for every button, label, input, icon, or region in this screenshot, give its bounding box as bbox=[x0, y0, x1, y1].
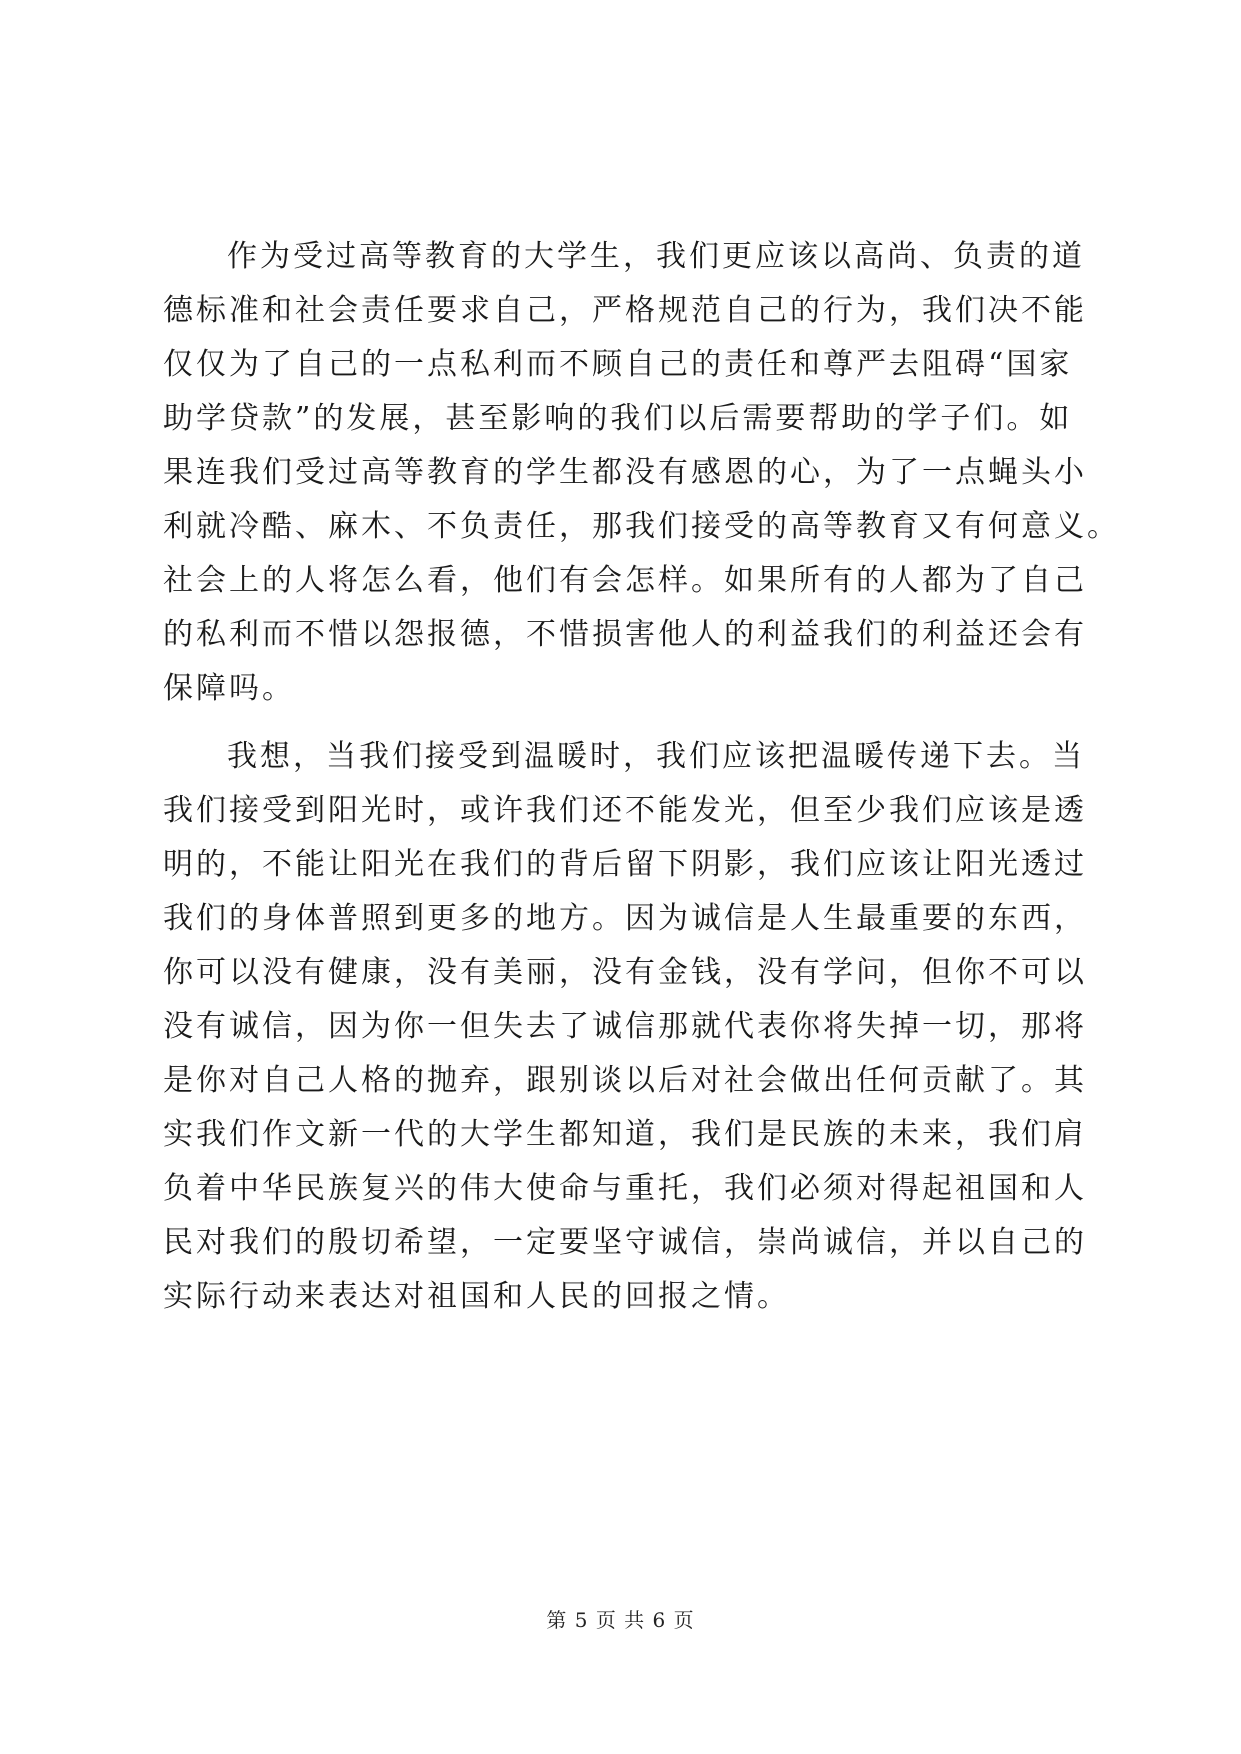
paragraph-1-line-9: 保障吗。 bbox=[163, 671, 295, 706]
page-number-footer: 第 5 页 共 6 页 bbox=[546, 1608, 695, 1632]
paragraph-1-line-8: 的私利而不惜以怨报德，不惜损害他人的利益我们的利益还会有 bbox=[163, 617, 1087, 652]
paragraph-1-line-5: 果连我们受过高等教育的学生都没有感恩的心，为了一点蝇头小 bbox=[163, 455, 1087, 490]
paragraph-2-line-3: 明的，不能让阳光在我们的背后留下阴影，我们应该让阳光透过 bbox=[163, 847, 1087, 882]
paragraph-2-line-11: 实际行动来表达对祖国和人民的回报之情。 bbox=[163, 1279, 790, 1314]
paragraph-2-line-6: 没有诚信，因为你一但失去了诚信那就代表你将失掉一切，那将 bbox=[163, 1009, 1087, 1044]
paragraph-1-line-1: 作为受过高等教育的大学生，我们更应该以高尚、负责的道 bbox=[227, 239, 1085, 274]
paragraph-1-line-6: 利就冷酷、麻木、不负责任，那我们接受的高等教育又有何意义。 bbox=[163, 509, 1120, 544]
paragraph-2-line-9: 负着中华民族复兴的伟大使命与重托，我们必须对得起祖国和人 bbox=[163, 1171, 1087, 1206]
paragraph-2-line-1: 我想，当我们接受到温暖时，我们应该把温暖传递下去。当 bbox=[227, 739, 1085, 774]
paragraph-2-line-5: 你可以没有健康，没有美丽，没有金钱，没有学问，但你不可以 bbox=[163, 955, 1087, 990]
paragraph-1-line-2: 德标准和社会责任要求自己，严格规范自己的行为，我们决不能 bbox=[163, 293, 1087, 328]
paragraph-2-line-7: 是你对自己人格的抛弃，跟别谈以后对社会做出任何贡献了。其 bbox=[163, 1063, 1087, 1098]
paragraph-2-line-2: 我们接受到阳光时，或许我们还不能发光，但至少我们应该是透 bbox=[163, 793, 1087, 828]
paragraph-1-line-3: 仅仅为了自己的一点私利而不顾自己的责任和尊严去阻碍“国家 bbox=[163, 347, 1073, 382]
document-body bbox=[163, 230, 1120, 1324]
paragraph-1-line-7: 社会上的人将怎么看，他们有会怎样。如果所有的人都为了自己 bbox=[163, 563, 1087, 598]
paragraph-spacer bbox=[163, 716, 1083, 730]
paragraph-1-line-4: 助学贷款”的发展，甚至影响的我们以后需要帮助的学子们。如 bbox=[163, 401, 1073, 436]
paragraph-2-line-4: 我们的身体普照到更多的地方。因为诚信是人生最重要的东西， bbox=[163, 901, 1087, 936]
paragraph-2-line-10: 民对我们的殷切希望，一定要坚守诚信，崇尚诚信，并以自己的 bbox=[163, 1225, 1087, 1260]
paragraph-2-line-8: 实我们作文新一代的大学生都知道，我们是民族的未来，我们肩 bbox=[163, 1117, 1087, 1152]
